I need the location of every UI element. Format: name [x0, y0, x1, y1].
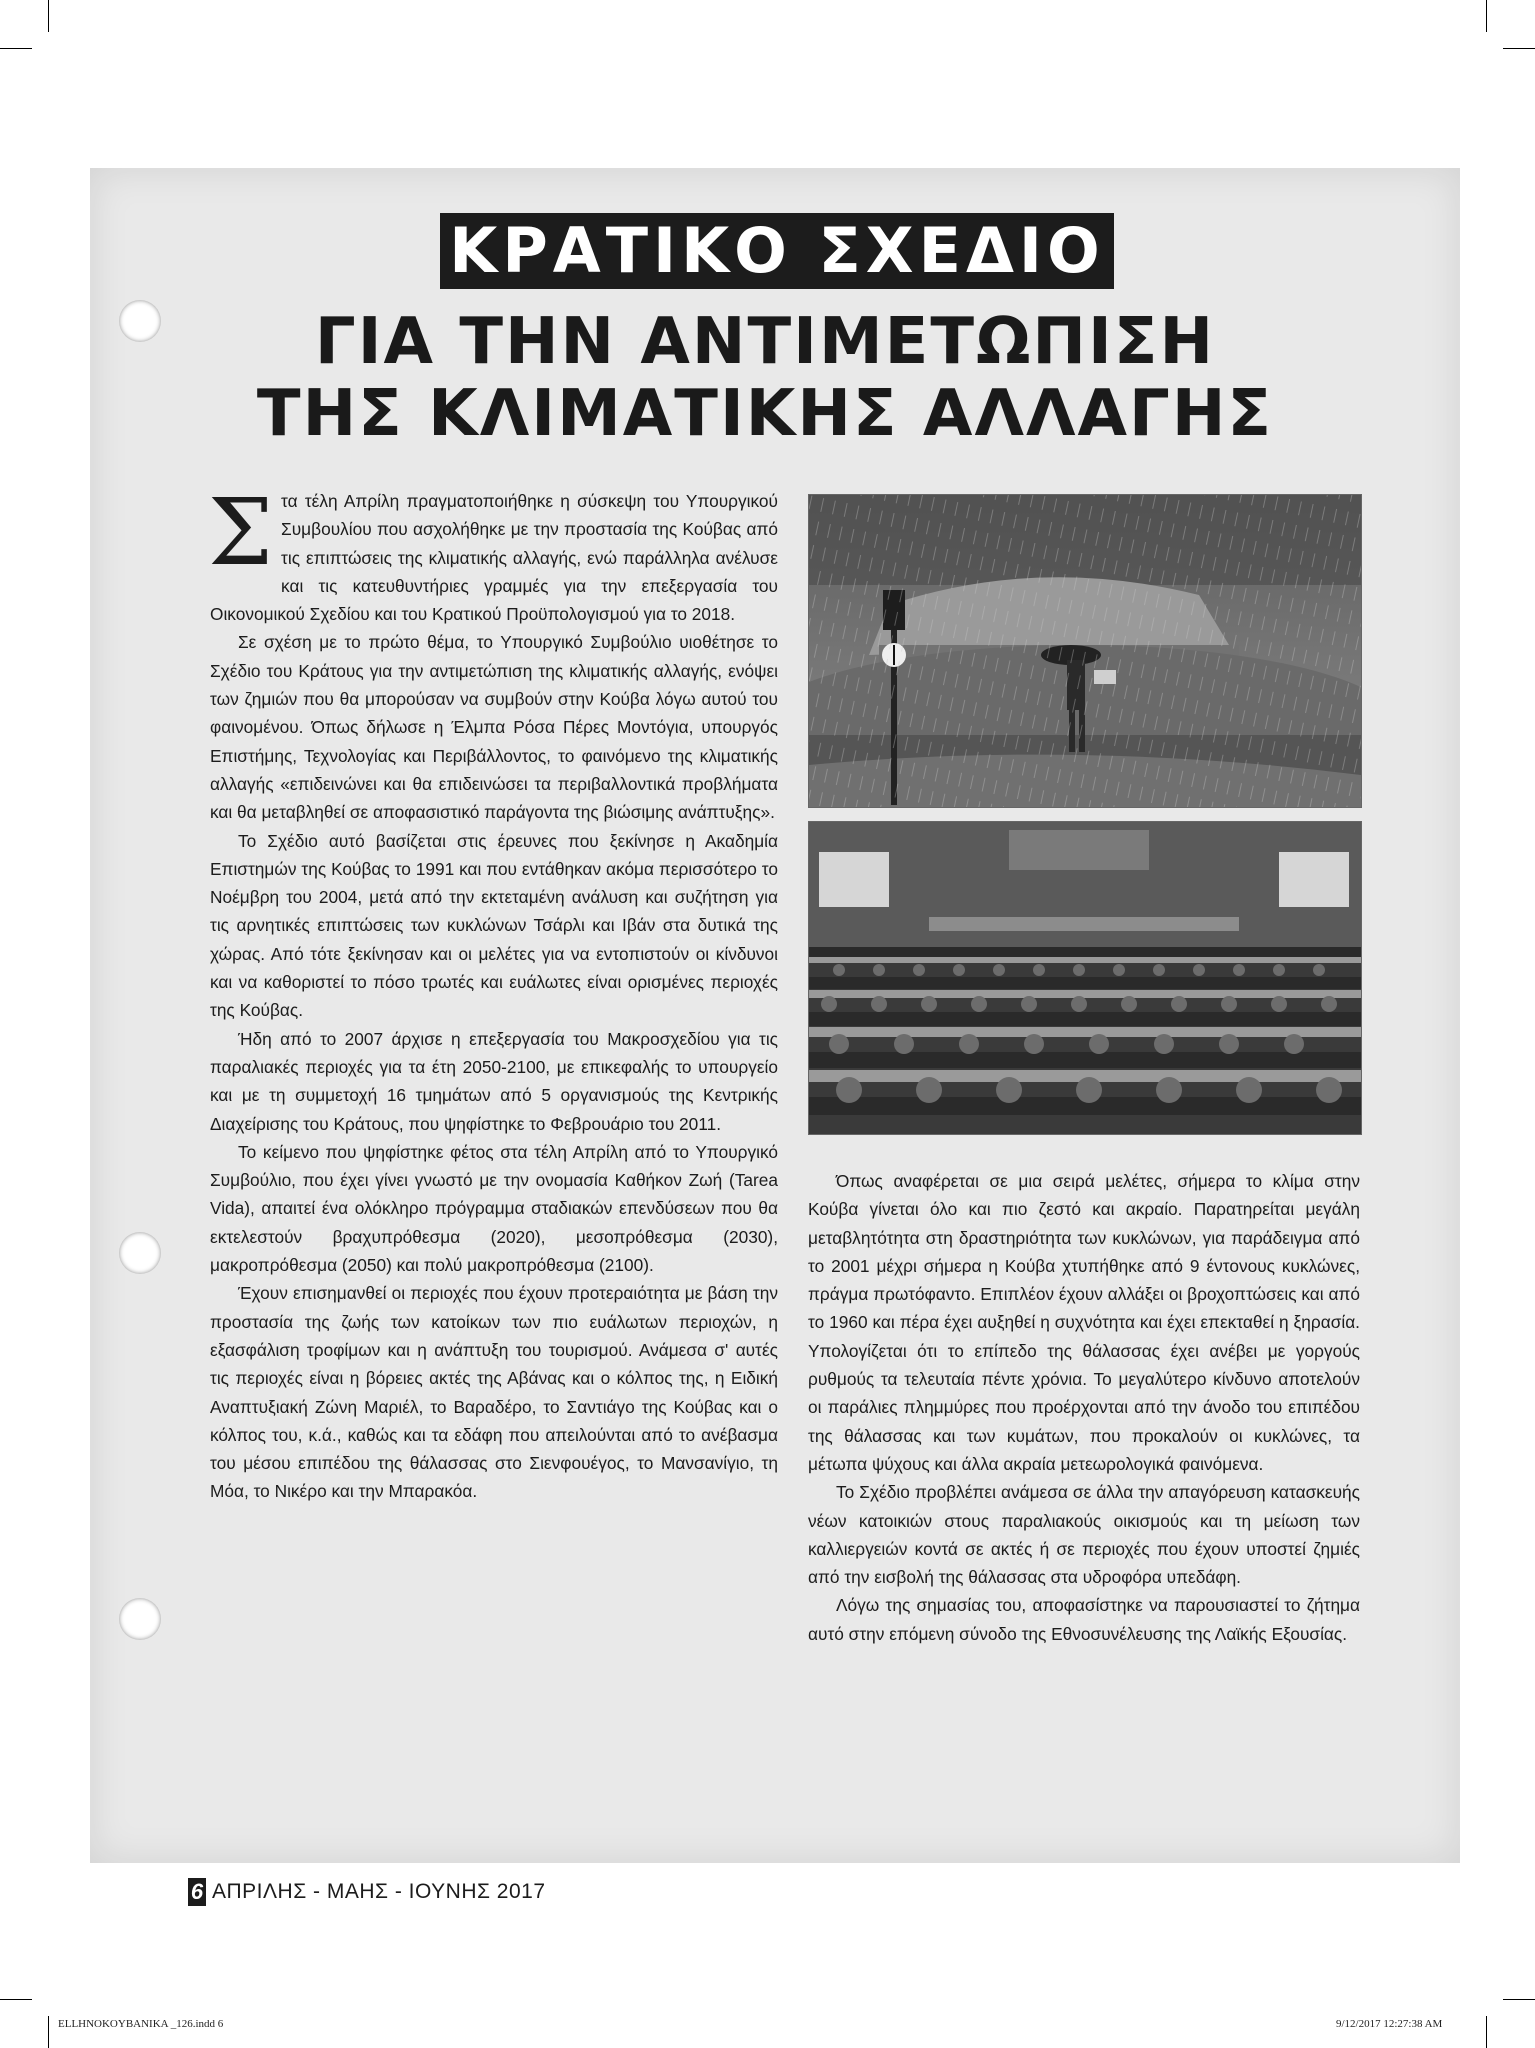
slug-timestamp: 9/12/2017 12:27:38 AM [1336, 2018, 1443, 2030]
article-paragraph: Στα τέλη Απρίλη πραγματοποιήθηκε η σύσκεψη του Υπουργικού Συμβουλίου που ασχολήθηκε με την προστασία της Κούβας από τις επιπτώσεις της κλιματικής αλλαγής, ενώ παράλληλα ανέλυσε και τις κατευθυντήριες γραμμές για την επεξεργασία του Οικονομικού Σχεδίου και του Κρατικού Προϋπολογισμού για το 2018. [208, 479, 778, 625]
crop-mark [0, 1999, 32, 2000]
crop-mark [1486, 0, 1487, 32]
rain-street-photo [808, 494, 1362, 808]
article-paragraph: Έχουν επισημανθεί οι περιοχές που έχουν προτεραιότητα με βάση την προστασία της ζωής των κατοίκων των πιο ευάλωτων περιοχών, η εξασφάλιση τροφίμων και η ανάπτυξη του τουρισμού. Ανάμεσα σ' αυτές τις περιοχές είναι η βόρειες ακτές της Αβάνας και ο κόλπος της, η Ειδική Αναπτυξιακή Ζώνη Μαριέλ, το Βαραδέρο, το Σαντιάγο της Κούβας και ο κόλπος του, κ.ά., καθώς και τα εδάφη που απειλούνται από το ανέβασμα του μέσου επιπέδου της θάλασσας στο Σιενφουέγος, το Μανσανίγιο, τη Μόα, το Νικέρο και την Μπαρακόα. [210, 1283, 778, 1502]
article-paragraph: Το Σχέδιο προβλέπει ανάμεσα σε άλλα την απαγόρευση κατασκευής νέων κατοικιών στους παραλιακούς οικισμούς και τη μείωση των καλλιεργειών κοντά σε ακτές ή σε περιοχές που έχουν υποστεί ζημιές από την εισβολή της θάλασσας στα υδροφόρα υπεδάφη. [808, 1482, 1360, 1588]
headline-line-2: ΤΗΣ ΚΛΙΜΑΤΙΚΗΣ ΑΛΛΑΓΗΣ [256, 377, 1274, 451]
crop-mark [1503, 48, 1535, 49]
crop-mark [1486, 2016, 1487, 2048]
article-paragraph: Το κείμενο που ψηφίστηκε φέτος στα τέλη Απρίλη από το Υπουργικό Συμβούλιο, που έχει γίνει γνωστό με την ονομασία Καθήκον Ζωή (Tarea Vida), απαιτεί ένα ολόκληρο πρόγραμμα σταδιακών επενδύσεων που θα εκτελεστούν βραχυπρόθεσμα (2020), μεσοπρόθεσμα (2030), μακροπρόθεσμα (2050) και πολύ μακροπρόθεσμα (2100). [210, 1141, 778, 1276]
article-paragraph: Σε σχέση με το πρώτο θέμα, το Υπουργικό Συμβούλιο υιοθέτησε το Σχέδιο του Κράτους για την αντιμετώπιση της κλιματικής αλλαγής, ενόψει των ζημιών που θα μπορούσαν να συμβούν στην Κούβα λόγω αυτού του φαινομένου. Όπως δήλωσε η Έλμπα Ρόσα Πέρες Μοντόγια, υπουργός Επιστήμης, Τεχνολογίας και Περιβάλλοντος, το φαινόμενο της κλιματικής αλλαγής «επιδεινώνει και θα επιδεινώσει τα περιβαλλοντικά προβλήματα και θα μεταβληθεί σε αποφασιστικό παράγοντα της βιώσιμης ανάπτυξης». [210, 632, 778, 823]
headline-label: ΚΡΑΤΙΚΟ ΣΧΕΔΙΟ [440, 213, 1114, 289]
article-paragraph: Ήδη από το 2007 άρχισε η επεξεργασία του Μακροσχεδίου για τις παραλιακές περιοχές για τα έτη 2050-2100, με επικεφαλής το υπουργείο και με τη συμμετοχή 16 τμημάτων από 5 οργανισμούς της Κεντρικής Διαχείρισης του Κράτους, που ψηφίστηκε το Φεβρουάριο του 2011. [210, 1028, 778, 1134]
drop-cap: Σ [208, 479, 274, 586]
slug-filename: ELLHNOKOYBANIKA _126.indd 6 [58, 2018, 224, 2030]
crop-mark [48, 2016, 49, 2048]
punch-hole [119, 300, 161, 342]
article-left-column [208, 479, 778, 1506]
assembly-hall-photo-image [809, 822, 1361, 1134]
crop-mark [48, 0, 49, 32]
issue-date: ΑΠΡΙΛΗΣ - ΜΑΗΣ - ΙΟΥΝΗΣ 2017 [212, 1880, 546, 1903]
article-paragraph: Όπως αναφέρεται σε μια σειρά μελέτες, σήμερα το κλίμα στην Κούβα γίνεται όλο και πιο ζεστό και ακραίο. Παρατηρείται μεγάλη μεταβλητότητα στη δραστηριότητα των κυκλώνων, για παράδειγμα από το 2001 μέχρι σήμερα η Κούβα χτυπήθηκε από 9 έντονους κυκλώνες, πράγμα πρωτόφαντο. Επιπλέον έχουν αλλάξει οι βροχοπτώσεις και από το 1960 και πέρα έχει αυξηθεί η συχνότητα και έχει επεκταθεί η ξηρασία. Υπολογίζεται ότι το επίπεδο της θάλασσας έχει ανέβει με γοργούς ρυθμούς τα τελευταία πέντε χρόνια. Το μεγαλύτερο κίνδυνο αποτελούν οι παράλιες πλημμύρες που προέρχονται από την άνοδο του επιπέδου της θάλασσας και των κυμάτων, που προκαλούν οι κυκλώνες, τα μέτωπα ψύχους και άλλα ακραία μετεωρολογικά φαινόμενα. [808, 1171, 1360, 1474]
rain-street-photo-image [809, 495, 1361, 807]
article-right-column [808, 1167, 1360, 1648]
article-paragraph: Λόγω της σημασίας του, αποφασίστηκε να παρουσιαστεί το ζήτημα αυτό στην επόμενη σύνοδο της Εθνοσυνέλευσης της Λαϊκής Εξουσίας. [808, 1595, 1360, 1644]
crop-mark [1503, 1999, 1535, 2000]
punch-hole [119, 1598, 161, 1640]
crop-mark [0, 48, 32, 49]
page-number: 6 [188, 1878, 206, 1906]
article-paragraph: Το Σχέδιο αυτό βασίζεται στις έρευνες που ξεκίνησε η Ακαδημία Επιστημών της Κούβας το 1991 και που εντάθηκαν ακόμα περισσότερο το Νοέμβρη του 2004, μετά από την εκτεταμένη ανάλυση και συζήτηση για τις αρνητικές επιπτώσεις των κυκλώνων Τσάρλι και Ιβάν στα δυτικά της χώρας. Από τότε ξεκίνησαν και οι μελέτες για να εντοπιστούν οι κίνδυνοι και να καθοριστεί το πόσο τρωτές και ευάλωτες είναι ορισμένες περιοχές της Κούβας. [210, 830, 778, 1021]
headline-line-1: ΓΙΑ ΤΗΝ ΑΝΤΙΜΕΤΩΠΙΣΗ [314, 305, 1216, 379]
punch-hole [119, 1232, 161, 1274]
assembly-hall-photo [808, 821, 1362, 1135]
